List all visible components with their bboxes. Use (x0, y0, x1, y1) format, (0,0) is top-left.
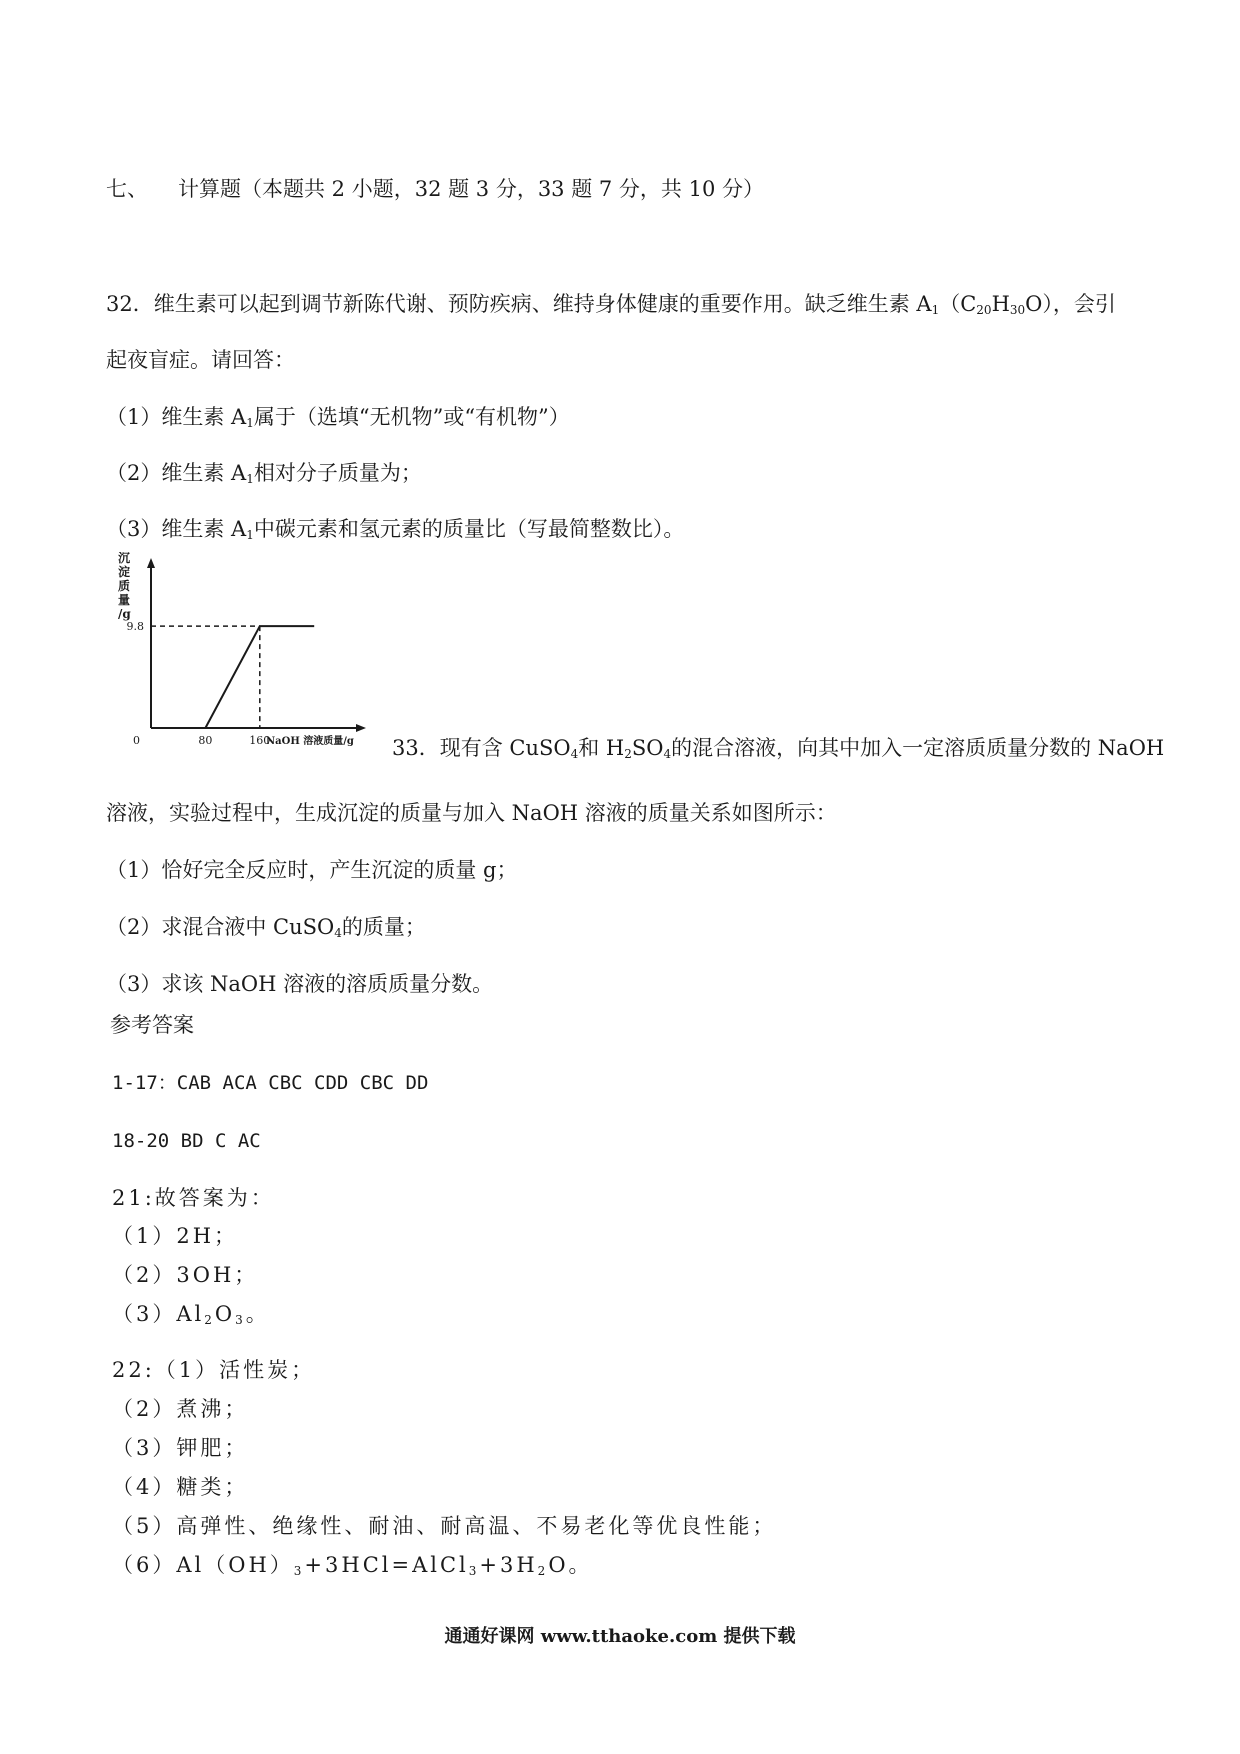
q32-part1: （1）维生素 $A_1$属于（选填“无机物”或“有机物”） (106, 405, 570, 430)
y-axis-label-char: 质 (118, 579, 131, 593)
x-tick-label: 160 (249, 734, 271, 747)
answer-21-1: （1）2H； (112, 1224, 239, 1248)
answer-22-3: （3）钾肥； (112, 1436, 249, 1460)
q33-part2: （2）求混合液中 CuSO$_4$的质量； (106, 915, 426, 940)
q33-part1: （1）恰好完全反应时，产生沉淀的质量 g； (106, 858, 518, 882)
y-axis-label-char: /g (118, 607, 131, 621)
y-axis-label-char: 淀 (118, 565, 131, 579)
q32-intro: 32．维生素可以起到调节新陈代谢、预防疾病、维持身体健康的重要作用。缺乏维生素 $A_1(C_{20}H_{30}O)$，会引 (106, 292, 1116, 317)
q33-intro: 33．现有含 CuSO$_4$和 $H_2SO_4$的混合溶液，向其中加入一定溶质质量分数的 NaOH (392, 736, 1165, 761)
answer-1-17: 1-17：CAB ACA CBC CDD CBC DD (112, 1072, 429, 1094)
q32-part3: （3）维生素 $A_1$中碳元素和氢元素的质量比（写最简整数比）。 (106, 517, 685, 542)
answer-21-2: （2）3OH； (112, 1263, 259, 1287)
x-tick-label: 80 (198, 734, 213, 747)
x-axis-arrow (356, 724, 366, 732)
answer-21-heading: 21:故答案为： (112, 1186, 275, 1210)
y-axis-label (118, 552, 131, 621)
q32-part2: （2）维生素 $A_1$相对分子质量为； (106, 461, 422, 486)
data-series-line (205, 626, 314, 728)
answer-22-1: 22:（1）活性炭； (112, 1358, 316, 1382)
answer-21-3: $(3)Al_2O_3$。 (112, 1302, 270, 1327)
x-axis-label: NaOH 溶液质量/g (266, 736, 354, 747)
precipitate-mass-chart (118, 552, 398, 752)
answer-22-6: $(6)Al(OH)_3+3HCl=AlCl_3+3H_2O$。 (112, 1553, 593, 1578)
q32-intro-line2: 起夜盲症。请回答： (106, 348, 295, 372)
answer-22-2: （2）煮沸； (112, 1397, 249, 1421)
answer-22-5: （5）高弹性、绝缘性、耐油、耐高温、不易老化等优良性能； (112, 1514, 777, 1538)
y-tick-label: 9.8 (126, 620, 144, 634)
origin-label: 0 (133, 734, 140, 747)
answer-22-4: （4）糖类； (112, 1475, 249, 1499)
q33-intro-line2: 溶液，实验过程中，生成沉淀的质量与加入 NaOH 溶液的质量关系如图所示： (106, 801, 837, 825)
answers-heading: 参考答案 (110, 1013, 194, 1037)
section-heading (106, 176, 764, 202)
q33-part3: （3）求该 NaOH 溶液的溶质质量分数。 (106, 972, 494, 996)
section-title: 计算题（本题共 2 小题，32 题 3 分，33 题 7 分，共 10 分） (178, 177, 764, 201)
answer-18-20: 18-20 BD C AC (112, 1130, 261, 1152)
section-number: 七、 (106, 177, 148, 201)
page-footer: 通通好课网 www.tthaoke.com 提供下载 (444, 1626, 796, 1647)
y-axis-label-char: 沉 (118, 552, 131, 565)
y-axis-arrow (147, 558, 155, 568)
y-axis-label-char: 量 (118, 593, 131, 607)
